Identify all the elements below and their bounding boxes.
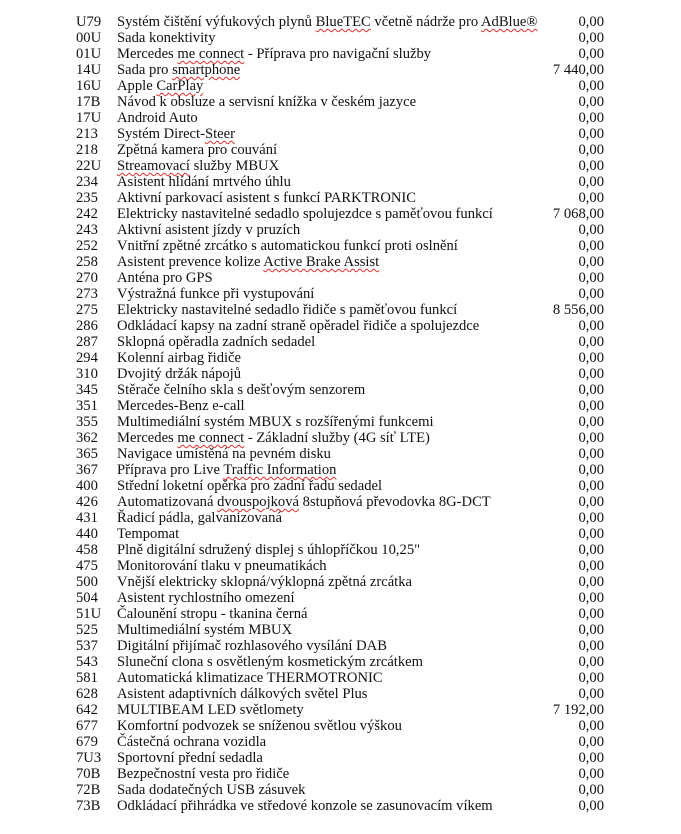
option-code: 679: [76, 734, 98, 750]
option-code: 242: [76, 206, 98, 222]
option-code: 543: [76, 654, 98, 670]
equipment-row: [0, 446, 681, 462]
option-price: 0,00: [578, 686, 604, 702]
option-price: 0,00: [578, 350, 604, 366]
spellcheck-mark: dvouspojková: [217, 494, 299, 510]
equipment-row: [0, 526, 681, 542]
option-code: 400: [76, 478, 98, 494]
equipment-row: [0, 414, 681, 430]
option-description: Sada konektivity: [117, 30, 216, 46]
option-description: Střední loketní opěrka pro zadní řadu sedadel: [117, 478, 383, 494]
option-description: Asistent rychlostního omezení: [117, 590, 295, 606]
equipment-row: [0, 686, 681, 702]
option-price: 0,00: [578, 606, 604, 622]
option-code: 537: [76, 638, 98, 654]
option-description: Kolenní airbag řidiče: [117, 350, 241, 366]
option-price: 0,00: [578, 654, 604, 670]
option-description: Částečná ochrana vozidla: [117, 734, 267, 750]
option-price: 0,00: [578, 190, 604, 206]
option-price: 0,00: [578, 94, 604, 110]
option-price: 0,00: [578, 318, 604, 334]
equipment-row: [0, 286, 681, 302]
option-price: 7 440,00: [552, 62, 604, 78]
equipment-row: [0, 542, 681, 558]
equipment-row: [0, 494, 681, 510]
option-code: 345: [76, 382, 98, 398]
option-description: Automatizovaná dvouspojková 8stupňová převodovka 8G-DCT: [117, 494, 491, 510]
option-code: 73B: [76, 798, 101, 814]
spellcheck-mark: BlueTEC: [315, 14, 371, 30]
option-description: Systém čištění výfukových plynů BlueTEC včetně nádrže pro AdBlue®: [117, 14, 538, 30]
option-price: 0,00: [578, 798, 604, 814]
option-description: Řadicí pádla, galvanizovaná: [117, 510, 282, 526]
option-price: 0,00: [578, 590, 604, 606]
option-description: Systém Direct-Steer: [117, 126, 235, 142]
option-description: Apple CarPlay: [117, 78, 204, 94]
equipment-row: [0, 78, 681, 94]
option-description: Elektricky nastavitelné sedadlo řidiče s paměťovou funkcí: [117, 302, 458, 318]
option-description: Čalounění stropu - tkanina černá: [117, 606, 308, 622]
equipment-row: [0, 638, 681, 654]
equipment-row: [0, 782, 681, 798]
equipment-row: [0, 334, 681, 350]
equipment-row: [0, 798, 681, 814]
equipment-row: [0, 190, 681, 206]
option-price: 0,00: [578, 574, 604, 590]
equipment-row: [0, 702, 681, 718]
option-description: Komfortní podvozek se sníženou světlou výškou: [117, 718, 402, 734]
option-price: 0,00: [578, 14, 604, 30]
option-price: 7 068,00: [552, 206, 604, 222]
option-code: 218: [76, 142, 98, 158]
option-description: Odkládací kapsy na zadní straně opěradel řidiče a spolujezdce: [117, 318, 480, 334]
option-price: 0,00: [578, 782, 604, 798]
option-code: U79: [76, 14, 102, 30]
option-code: 234: [76, 174, 98, 190]
equipment-row: [0, 174, 681, 190]
option-price: 0,00: [578, 270, 604, 286]
option-description: Tempomat: [117, 526, 180, 542]
option-description: Mercedes me connect - Základní služby (4G síť LTE): [117, 430, 430, 446]
option-description: Zpětná kamera pro couvání: [117, 142, 278, 158]
option-price: 0,00: [578, 526, 604, 542]
option-code: 22U: [76, 158, 102, 174]
option-description: Plně digitální sdružený displej s úhlopříčkou 10,25": [117, 542, 421, 558]
equipment-row: [0, 558, 681, 574]
option-code: 14U: [76, 62, 102, 78]
option-description: Sada pro smartphone: [117, 62, 241, 78]
option-code: 475: [76, 558, 98, 574]
equipment-row: [0, 382, 681, 398]
option-description: Asistent hlídání mrtvého úhlu: [117, 174, 291, 190]
option-price: 0,00: [578, 110, 604, 126]
equipment-row: [0, 606, 681, 622]
option-description: Elektricky nastavitelné sedadlo spolujezdce s paměťovou funkcí: [117, 206, 493, 222]
option-price: 0,00: [578, 494, 604, 510]
option-description: Návod k obsluze a servisní knížka v českém jazyce: [117, 94, 417, 110]
option-code: 252: [76, 238, 98, 254]
option-code: 243: [76, 222, 98, 238]
option-price: 0,00: [578, 366, 604, 382]
option-price: 0,00: [578, 398, 604, 414]
option-code: 504: [76, 590, 98, 606]
option-price: 0,00: [578, 766, 604, 782]
option-price: 0,00: [578, 46, 604, 62]
option-code: 275: [76, 302, 98, 318]
option-price: 0,00: [578, 638, 604, 654]
option-price: 0,00: [578, 462, 604, 478]
option-code: 7U3: [76, 750, 102, 766]
equipment-row: [0, 206, 681, 222]
option-description: Digitální přijímač rozhlasového vysílání DAB: [117, 638, 387, 654]
option-description: Aktivní asistent jízdy v pruzích: [117, 222, 301, 238]
option-code: 00U: [76, 30, 102, 46]
option-code: 365: [76, 446, 98, 462]
option-price: 0,00: [578, 718, 604, 734]
equipment-row: [0, 302, 681, 318]
option-code: 525: [76, 622, 98, 638]
equipment-row: [0, 14, 681, 30]
option-price: 0,00: [578, 334, 604, 350]
option-code: 367: [76, 462, 98, 478]
spellcheck-mark: me connect: [177, 46, 245, 62]
option-description: Multimediální systém MBUX: [117, 622, 293, 638]
option-description: Vnější elektricky sklopná/výklopná zpětná zrcátka: [117, 574, 413, 590]
option-description: Android Auto: [117, 110, 198, 126]
equipment-row: [0, 222, 681, 238]
option-price: 0,00: [578, 430, 604, 446]
option-description: Příprava pro Live Traffic Information: [117, 462, 337, 478]
equipment-row: [0, 62, 681, 78]
option-description: Mercedes-Benz e-call: [117, 398, 245, 414]
option-price: 7 192,00: [552, 702, 604, 718]
spellcheck-mark: CarPlay: [156, 78, 204, 94]
option-price: 0,00: [578, 734, 604, 750]
option-description: Dvojitý držák nápojů: [117, 366, 242, 382]
option-description: Stěrače čelního skla s dešťovým senzorem: [117, 382, 366, 398]
option-code: 362: [76, 430, 98, 446]
equipment-row: [0, 366, 681, 382]
option-description: Sluneční clona s osvětleným kosmetickým zrcátkem: [117, 654, 423, 670]
option-code: 01U: [76, 46, 102, 62]
spellcheck-mark: Streamovací: [117, 158, 190, 174]
option-description: Vnitřní zpětné zrcátko s automatickou funkcí proti oslnění: [117, 238, 458, 254]
option-description: Multimediální systém MBUX s rozšířenými funkcemi: [117, 414, 434, 430]
option-price: 0,00: [578, 238, 604, 254]
equipment-row: [0, 510, 681, 526]
option-price: 0,00: [578, 30, 604, 46]
option-description: Anténa pro GPS: [117, 270, 213, 286]
equipment-row: [0, 142, 681, 158]
option-code: 426: [76, 494, 98, 510]
option-price: 0,00: [578, 142, 604, 158]
option-code: 258: [76, 254, 98, 270]
equipment-row: [0, 350, 681, 366]
option-code: 17U: [76, 110, 102, 126]
option-price: 0,00: [578, 286, 604, 302]
option-code: 72B: [76, 782, 101, 798]
equipment-row: [0, 670, 681, 686]
spellcheck-mark: AdBlue®: [480, 14, 538, 30]
option-code: 16U: [76, 78, 102, 94]
spellcheck-mark: Active Brake Assist: [263, 254, 380, 270]
equipment-list: [0, 14, 681, 814]
option-code: 17B: [76, 94, 101, 110]
option-price: 0,00: [578, 446, 604, 462]
option-price: 0,00: [578, 542, 604, 558]
option-description: Odkládací přihrádka ve středové konzole se zasunovacím víkem: [117, 798, 493, 814]
equipment-row: [0, 590, 681, 606]
option-code: 677: [76, 718, 98, 734]
option-code: 355: [76, 414, 98, 430]
option-description: Streamovací služby MBUX: [117, 158, 280, 174]
option-code: 431: [76, 510, 98, 526]
option-code: 287: [76, 334, 98, 350]
option-code: 500: [76, 574, 98, 590]
spellcheck-mark: Steer: [204, 126, 235, 142]
spellcheck-mark: smartphone: [172, 62, 241, 78]
option-code: 294: [76, 350, 98, 366]
option-description: Monitorování tlaku v pneumatikách: [117, 558, 327, 574]
option-code: 235: [76, 190, 98, 206]
option-code: 213: [76, 126, 98, 142]
equipment-row: [0, 254, 681, 270]
option-description: Výstražná funkce při vystupování: [117, 286, 315, 302]
option-code: 458: [76, 542, 98, 558]
option-price: 0,00: [578, 414, 604, 430]
equipment-row: [0, 654, 681, 670]
option-price: 0,00: [578, 174, 604, 190]
equipment-row: [0, 734, 681, 750]
option-code: 642: [76, 702, 98, 718]
option-description: Mercedes me connect - Příprava pro navigační služby: [117, 46, 432, 62]
equipment-row: [0, 478, 681, 494]
option-code: 310: [76, 366, 98, 382]
option-description: MULTIBEAM LED světlomety: [117, 702, 304, 718]
option-price: 0,00: [578, 126, 604, 142]
equipment-row: [0, 126, 681, 142]
option-code: 440: [76, 526, 98, 542]
option-description: Automatická klimatizace THERMOTRONIC: [117, 670, 383, 686]
option-price: 0,00: [578, 254, 604, 270]
option-code: 270: [76, 270, 98, 286]
option-price: 0,00: [578, 622, 604, 638]
option-price: 0,00: [578, 510, 604, 526]
equipment-row: [0, 318, 681, 334]
option-price: 0,00: [578, 158, 604, 174]
option-code: 628: [76, 686, 98, 702]
equipment-row: [0, 622, 681, 638]
option-description: Sportovní přední sedadla: [117, 750, 263, 766]
equipment-row: [0, 750, 681, 766]
option-price: 0,00: [578, 558, 604, 574]
equipment-row: [0, 574, 681, 590]
option-price: 0,00: [578, 78, 604, 94]
option-description: Sklopná opěradla zadních sedadel: [117, 334, 316, 350]
option-code: 351: [76, 398, 98, 414]
equipment-row: [0, 238, 681, 254]
spellcheck-mark: me connect: [177, 430, 245, 446]
equipment-row: [0, 462, 681, 478]
option-code: 581: [76, 670, 98, 686]
option-code: 286: [76, 318, 98, 334]
option-description: Asistent adaptivních dálkových světel Plus: [117, 686, 368, 702]
equipment-row: [0, 110, 681, 126]
option-price: 8 556,00: [552, 302, 604, 318]
option-code: 70B: [76, 766, 101, 782]
option-price: 0,00: [578, 670, 604, 686]
option-price: 0,00: [578, 222, 604, 238]
option-description: Bezpečnostní vesta pro řidiče: [117, 766, 290, 782]
equipment-row: [0, 718, 681, 734]
option-description: Asistent prevence kolize Active Brake Assist: [117, 254, 380, 270]
option-price: 0,00: [578, 478, 604, 494]
equipment-row: [0, 94, 681, 110]
option-code: 51U: [76, 606, 102, 622]
equipment-row: [0, 46, 681, 62]
option-code: 273: [76, 286, 98, 302]
equipment-row: [0, 430, 681, 446]
option-description: Aktivní parkovací asistent s funkcí PARKTRONIC: [117, 190, 417, 206]
option-description: Navigace umístěná na pevném disku: [117, 446, 331, 462]
option-description: Sada dodatečných USB zásuvek: [117, 782, 306, 798]
equipment-row: [0, 270, 681, 286]
option-price: 0,00: [578, 750, 604, 766]
equipment-row: [0, 30, 681, 46]
equipment-row: [0, 158, 681, 174]
equipment-row: [0, 398, 681, 414]
equipment-row: [0, 766, 681, 782]
option-price: 0,00: [578, 382, 604, 398]
spellcheck-mark: Traffic Information: [223, 462, 337, 478]
